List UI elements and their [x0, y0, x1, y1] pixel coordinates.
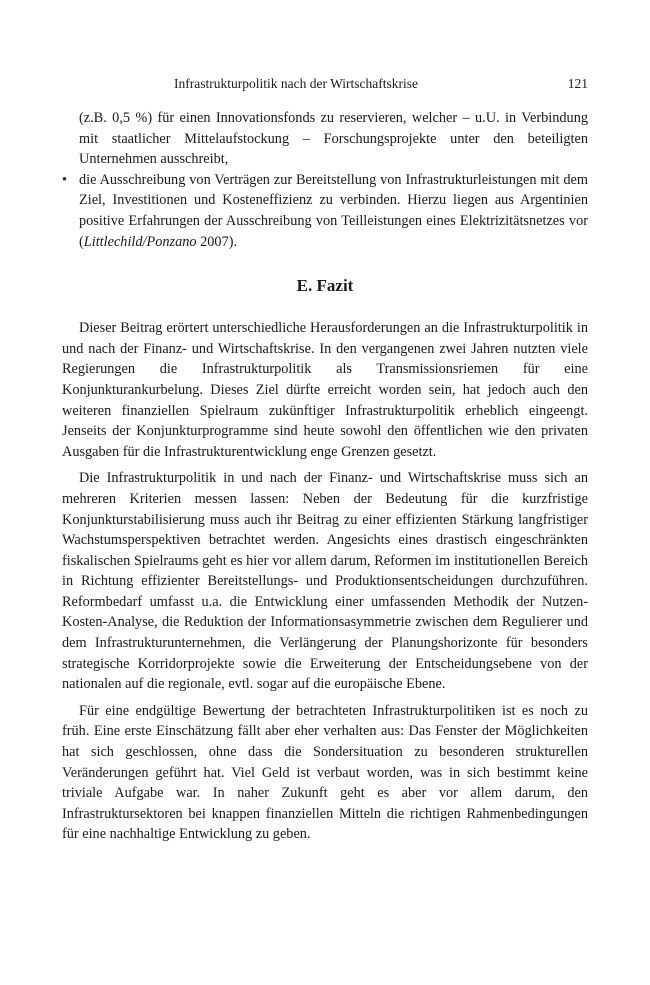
running-title: Infrastrukturpolitik nach der Wirtschaftskrise	[174, 76, 419, 91]
paragraph-1: Dieser Beitrag erörtert unterschiedliche Herausforderungen an die Infrastrukturpolitik in und nach der Finanz- und Wirtschaftskrise. In den vergangenen zwei Jahren nutzten viele Regierungen die Infrastrukturpolitik als Transmissionsriemen für eine Konjunkturankurbelung. Dieses Ziel dürfte erreicht worden sein, hat jedoch auch den weiteren finanziellen Spielraum zukünftiger Infrastrukturpolitik erheblich eingeengt. Jenseits der Konjunkturprogramme sind heute sowohl den öffentlichen wie den privaten Ausgaben für die Infrastrukturentwicklung enge Grenzen gesetzt.	[62, 320, 588, 460]
running-header	[62, 76, 588, 96]
body-text	[62, 108, 588, 851]
citation-authors: Littlechild/Ponzano	[83, 233, 197, 250]
bullet-list-item	[62, 170, 588, 252]
page-number: 121	[567, 76, 588, 91]
citation-year: 2007).	[196, 233, 238, 250]
section-heading: E. Fazit	[296, 276, 354, 296]
bullet-text: die Ausschreibung von Verträgen zur Bereitstellung von Infrastrukturleistungen mit dem Ziel, Investitionen und Kosteneffizienz zu verbinden. Hierzu liegen aus Argentinien positive Erfahrungen der Ausschreibung von Teilleistungen eines Elektrizitätsnetzes vor (	[79, 171, 588, 250]
bullet-marker: •	[62, 171, 68, 188]
paragraph-2: Die Infrastrukturpolitik in und nach der Finanz- und Wirtschaftskrise muss sich an mehreren Kriterien messen lassen: Neben der Bedeutung für die kurzfristige Konjunkturstabilisierung muss auch ihr Beitrag zu einer effizienten Stärkung langfristiger Wachstumsperspektiven betrachtet werden. Angesichts eines drastisch eingeschränkten fiskalischen Spielraums geht es hier vor allem darum, Reformen im institutionellen Bereich in Richtung effizienter Bereitstellungs- und Produktionsentscheidungen durchzuführen. Reformbedarf umfasst u.a. die Entwicklung einer umfassenden Methodik der Nutzen-Kosten-Analyse, die Reduktion der Informationsasymmetrie zwischen dem Regulierer und dem Infrastrukturunternehmen, die Verlängerung der Planungshorizonte für besonders strategische Korridorprojekte sowie die Erweiterung der Entscheidungsebene von der nationalen auf die regionale, evtl. sogar auf die europäische Ebene.	[62, 470, 588, 693]
continued-list-item-text: (z.B. 0,5 %) für einen Innovationsfonds zu reservieren, welcher – u.U. in Verbindung mit staatlicher Mittelaufstockung – Forschungsprojekte unter den beteiligten Unternehmen ausschreibt,	[79, 110, 588, 168]
paragraph-3: Für eine endgültige Bewertung der betrachteten Infrastrukturpolitiken ist es noch zu früh. Eine erste Einschätzung fällt aber eher verhalten aus: Das Fenster der Möglichkeiten hat sich geschlossen, ohne dass die Sondersituation zu besonderen strukturellen Veränderungen geführt hat. Viel Geld ist verbaut worden, was in sich bestimmt keine triviale Aufgabe war. In naher Zukunft geht es aber vor allem darum, den Infrastruktursektoren bei knappen finanziellen Mitteln die richtigen Rahmenbedingungen für eine nachhaltige Entwicklung zu geben.	[62, 702, 588, 843]
